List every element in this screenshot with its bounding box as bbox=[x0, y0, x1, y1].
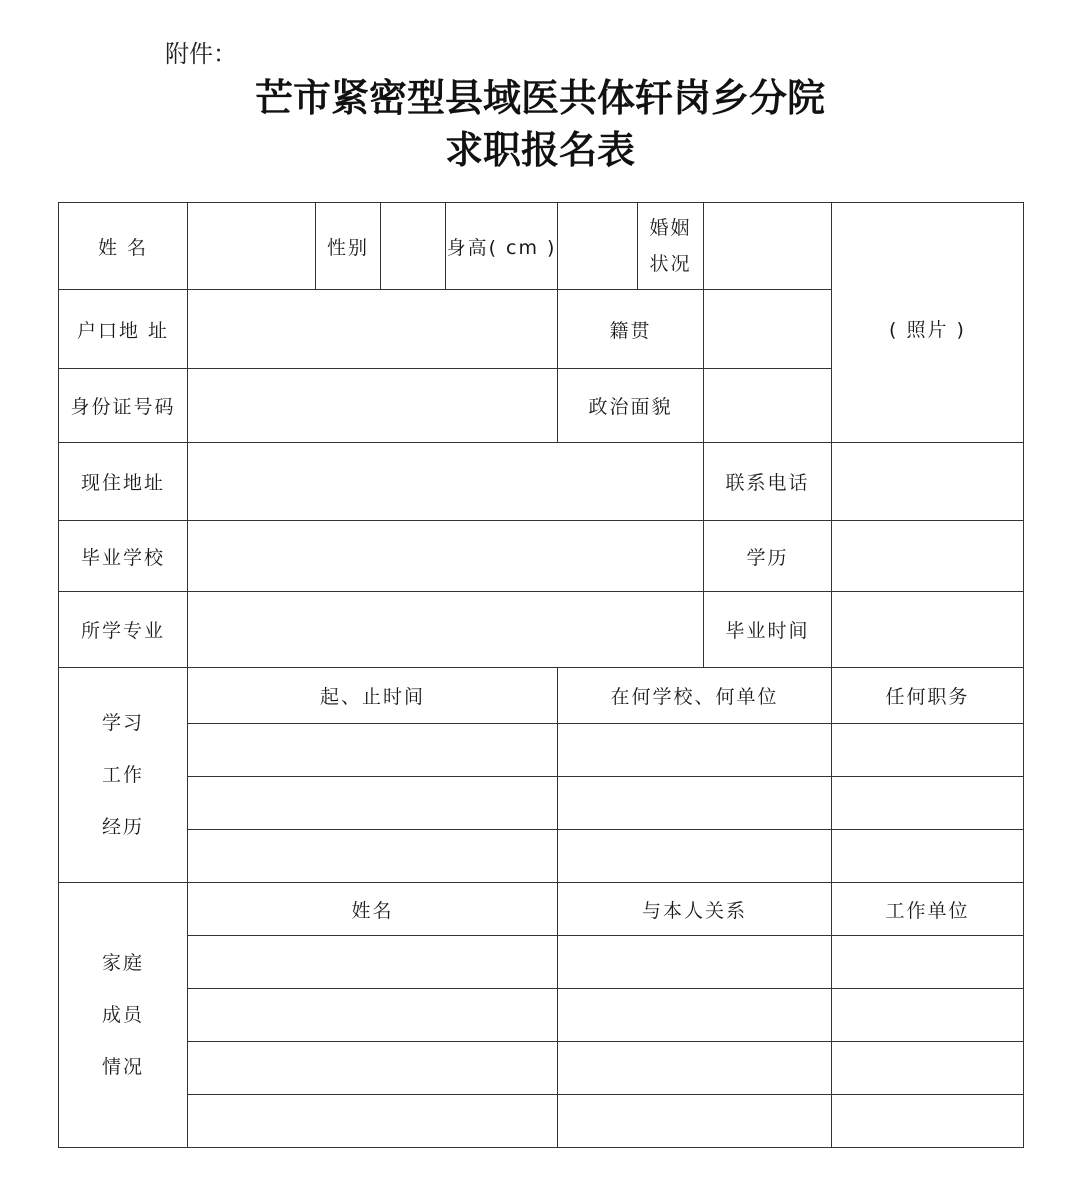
family-workplace-cell[interactable] bbox=[832, 936, 1024, 989]
id-number-field[interactable] bbox=[188, 369, 558, 443]
graduation-time-label: 毕业时间 bbox=[704, 592, 832, 668]
family-relation-cell[interactable] bbox=[558, 1095, 832, 1148]
family-relation-cell[interactable] bbox=[558, 936, 832, 989]
family-workplace-cell[interactable] bbox=[832, 1042, 1024, 1095]
major-field[interactable] bbox=[188, 592, 704, 668]
experience-section-label bbox=[59, 668, 188, 883]
graduation-time-field[interactable] bbox=[832, 592, 1024, 668]
gender-label: 性别 bbox=[316, 203, 381, 290]
school-label: 毕业学校 bbox=[59, 521, 188, 592]
family-relation-header: 与本人关系 bbox=[558, 883, 832, 936]
experience-label-line1: 学习 bbox=[101, 712, 144, 734]
application-form-table bbox=[58, 202, 1024, 1148]
family-workplace-cell[interactable] bbox=[832, 1095, 1024, 1148]
family-name-cell[interactable] bbox=[188, 1095, 558, 1148]
family-name-header: 姓名 bbox=[188, 883, 558, 936]
education-field[interactable] bbox=[832, 521, 1024, 592]
experience-period-cell[interactable] bbox=[188, 777, 558, 830]
current-address-field[interactable] bbox=[188, 443, 704, 521]
experience-label-line3: 经历 bbox=[101, 816, 144, 838]
major-label: 所学专业 bbox=[59, 592, 188, 668]
name-label: 姓 名 bbox=[59, 203, 188, 290]
current-address-label: 现住地址 bbox=[59, 443, 188, 521]
experience-period-header: 起、止时间 bbox=[188, 668, 558, 724]
height-label: 身高( cm ) bbox=[446, 203, 558, 290]
experience-position-cell[interactable] bbox=[832, 724, 1024, 777]
gender-field[interactable] bbox=[381, 203, 446, 290]
experience-institution-cell[interactable] bbox=[558, 777, 832, 830]
family-relation-cell[interactable] bbox=[558, 1042, 832, 1095]
experience-position-cell[interactable] bbox=[832, 777, 1024, 830]
experience-position-cell[interactable] bbox=[832, 830, 1024, 883]
family-workplace-cell[interactable] bbox=[832, 989, 1024, 1042]
height-field[interactable] bbox=[558, 203, 638, 290]
form-title: 芒市紧密型县域医共体轩岗乡分院 bbox=[254, 75, 825, 120]
native-place-label: 籍贯 bbox=[558, 290, 704, 369]
marital-label-line1: 婚姻 bbox=[649, 217, 692, 239]
experience-label-line2: 工作 bbox=[101, 764, 144, 786]
attachment-label: 附件： bbox=[165, 40, 237, 68]
political-status-label: 政治面貌 bbox=[558, 369, 704, 443]
experience-position-header: 任何职务 bbox=[832, 668, 1024, 724]
experience-period-cell[interactable] bbox=[188, 724, 558, 777]
family-section-label bbox=[59, 883, 188, 1148]
family-label-line3: 情况 bbox=[101, 1056, 144, 1078]
marital-status-field[interactable] bbox=[704, 203, 832, 290]
experience-period-cell[interactable] bbox=[188, 830, 558, 883]
experience-institution-cell[interactable] bbox=[558, 724, 832, 777]
experience-institution-header: 在何学校、何单位 bbox=[558, 668, 832, 724]
phone-label: 联系电话 bbox=[704, 443, 832, 521]
marital-status-label bbox=[638, 203, 704, 290]
family-label-line1: 家庭 bbox=[101, 952, 144, 974]
marital-label-line2: 状况 bbox=[649, 253, 692, 275]
political-status-field[interactable] bbox=[704, 369, 832, 443]
hukou-address-label: 户口地 址 bbox=[59, 290, 188, 369]
id-number-label: 身份证号码 bbox=[59, 369, 188, 443]
photo-area[interactable]: ( 照片 ) bbox=[832, 203, 1024, 443]
family-name-cell[interactable] bbox=[188, 936, 558, 989]
experience-institution-cell[interactable] bbox=[558, 830, 832, 883]
education-label: 学历 bbox=[704, 521, 832, 592]
hukou-address-field[interactable] bbox=[188, 290, 558, 369]
school-field[interactable] bbox=[188, 521, 704, 592]
native-place-field[interactable] bbox=[704, 290, 832, 369]
family-name-cell[interactable] bbox=[188, 989, 558, 1042]
family-label-line2: 成员 bbox=[101, 1004, 144, 1026]
family-workplace-header: 工作单位 bbox=[832, 883, 1024, 936]
phone-field[interactable] bbox=[832, 443, 1024, 521]
name-field[interactable] bbox=[188, 203, 316, 290]
family-name-cell[interactable] bbox=[188, 1042, 558, 1095]
form-subtitle: 求职报名表 bbox=[444, 127, 635, 172]
family-relation-cell[interactable] bbox=[558, 989, 832, 1042]
